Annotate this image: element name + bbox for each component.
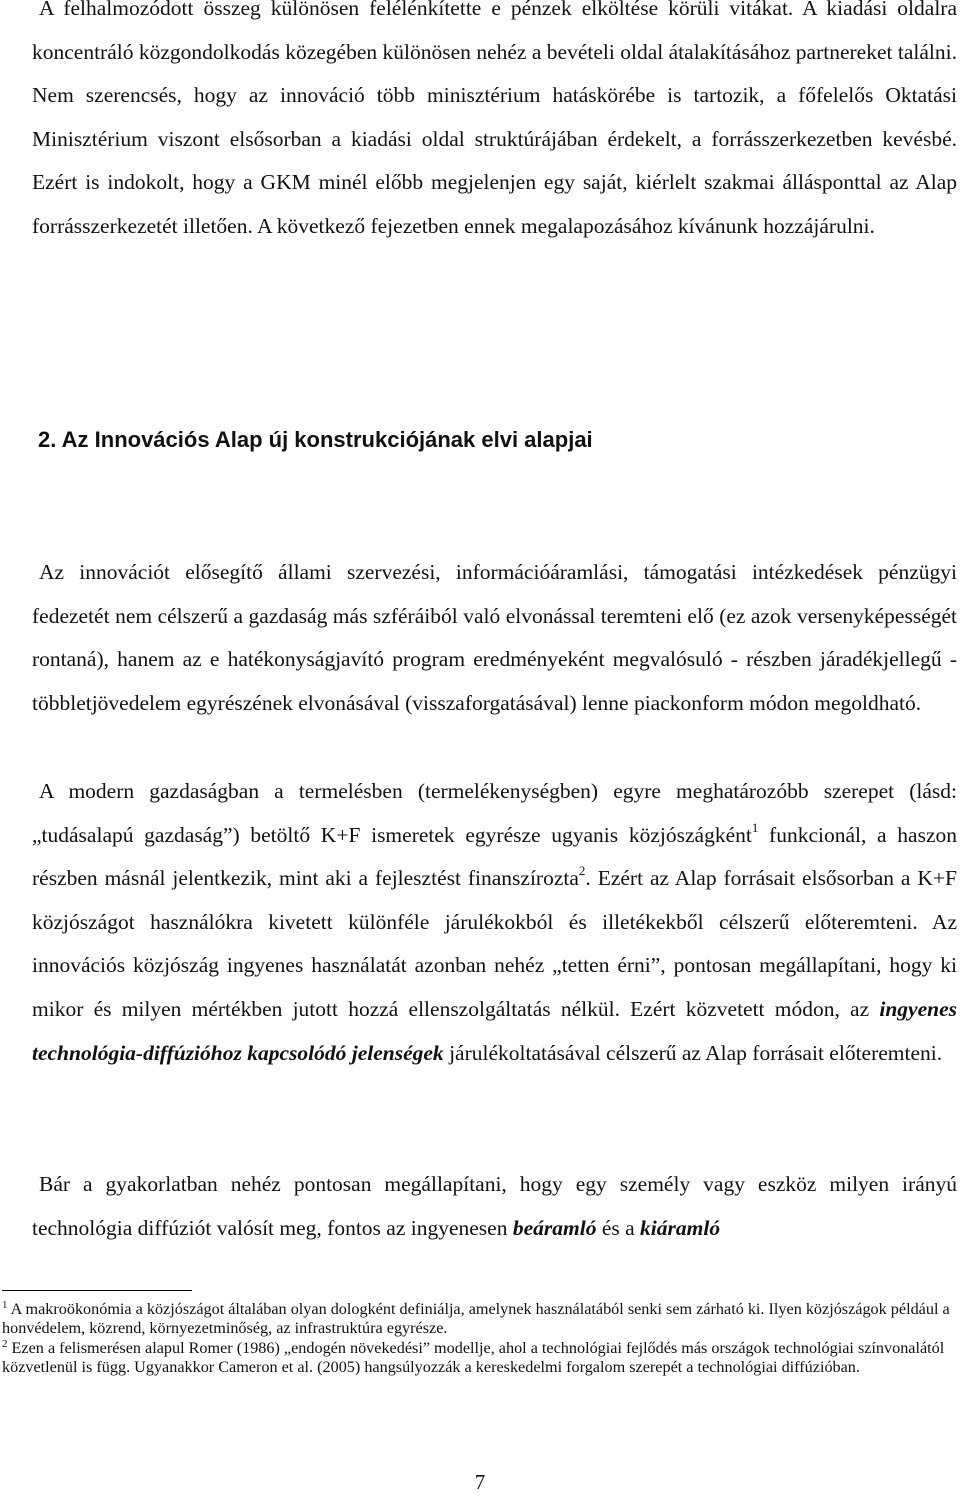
paragraph-1-text: Az innovációt elősegítő állami szervezési, információáramlási, támogatási intézkedések pénzügyi fedezetét nem célszerű a gazdaság más szféráiból való elvonással teremteni elő (ez azok versenyképességét rontaná), hanem az e hatékonyságjavító program eredményeként megvalósuló - részben járadékjellegű -többletjövedelem egyrészének elvonásával (visszaforgatásával) lenne piackonform módon megoldható.	[32, 560, 957, 715]
paragraph-2	[32, 770, 957, 1075]
footnote-ref-1[interactable]: 1	[751, 819, 759, 835]
paragraph-1	[32, 551, 957, 725]
footnote-ref-2[interactable]: 2	[578, 863, 586, 879]
paragraph-2-text-b: funkcionál, a haszon részben másnál jelentkezik, mint aki a fejlesztést finanszírozta	[32, 822, 958, 891]
footnote-separator	[2, 1290, 192, 1291]
section-heading: 2. Az Innovációs Alap új konstrukciójának elvi alapjai	[38, 427, 593, 452]
paragraph-2-emphasis: ingyenes technológia-diffúzióhoz kapcsolódó jelenségek	[32, 996, 957, 1065]
footnote-2-number: 2	[2, 1338, 8, 1350]
paragraph-3-emphasis-inflow: beáramló	[512, 1215, 597, 1240]
paragraph-2-text-c: . Ezért az Alap forrásait elsősorban a K+F közjószágot használókra kivetett különféle járulékokból és illetékekből célszerű előteremteni. Az innovációs közjószág ingyenes használatát azonban nehéz „tetten érni”, pontosan megállapítani, hogy ki mikor és milyen mértékben jutott hozzá ellenszolgáltatás nélkül. Ezért közvetett módon, az	[32, 866, 957, 1021]
footnote-2-text: Ezen a felismerésen alapul Romer (1986) „endogén növekedési” modellje, ahol a technológiai fejlődés más országok technológiai színvonalától közvetlenül is függ. Ugyanakkor Cameron et al. (2005) hangsúlyozzák a kereskedelmi forgalom szerepét a technológiai diffúzióban.	[2, 1339, 945, 1376]
paragraph-2-text-d: járulékoltatásával célszerű az Alap forrásait előteremteni.	[443, 1040, 943, 1065]
footnote-1-number: 1	[2, 1299, 8, 1311]
footnote-1	[2, 1300, 960, 1338]
footnotes	[2, 1300, 960, 1378]
paragraph-3-text-b: és a	[596, 1215, 641, 1240]
intro-paragraph-text: A felhalmozódott összeg különösen felélénkítette e pénzek elköltése körüli vitákat. A kiadási oldalra koncentráló közgondolkodás közegében különösen nehéz a bevételi oldal átalakításához partnereket találni. Nem szerencsés, hogy az innováció több minisztérium hatáskörébe is tartozik, a főfelelős Oktatási Minisztérium viszont elsősorban a kiadási oldal struktúrájában érdekelt, a forrásszerkezetben kevésbé. Ezért is indokolt, hogy a GKM minél előbb megjelenjen egy saját, kiérlelt szakmai állásponttal az Alap forrásszerkezetét illetően. A következő fejezetben ennek megalapozásához kívánunk hozzájárulni.	[32, 0, 957, 238]
footnote-2	[2, 1339, 960, 1377]
page-number: 7	[474, 1470, 486, 1494]
paragraph-3-text-a: Bár a gyakorlatban nehéz pontosan megállapítani, hogy egy személy vagy eszköz milyen irányú technológia diffúziót valósít meg, fontos az ingyenesen	[32, 1172, 957, 1240]
paragraph-3	[32, 1163, 957, 1250]
paragraph-3-emphasis-outflow: kiáramló	[640, 1215, 721, 1240]
footnote-1-text: A makroökonómia a közjószágot általában olyan dologként definiálja, amelynek használatából senki sem zárható ki. Ilyen közjószágok például a honvédelem, közrend, környezetminőség, az infrastruktúra egyrésze.	[2, 1300, 950, 1337]
paragraph-2-text-a: A modern gazdaságban a termelésben (termelékenységben) egyre meghatározóbb szerepet (lásd: „tudásalapú gazdaság”) betöltő K+F ismeretek egyrésze ugyanis közjószágként	[32, 779, 957, 847]
intro-paragraph	[32, 0, 957, 249]
